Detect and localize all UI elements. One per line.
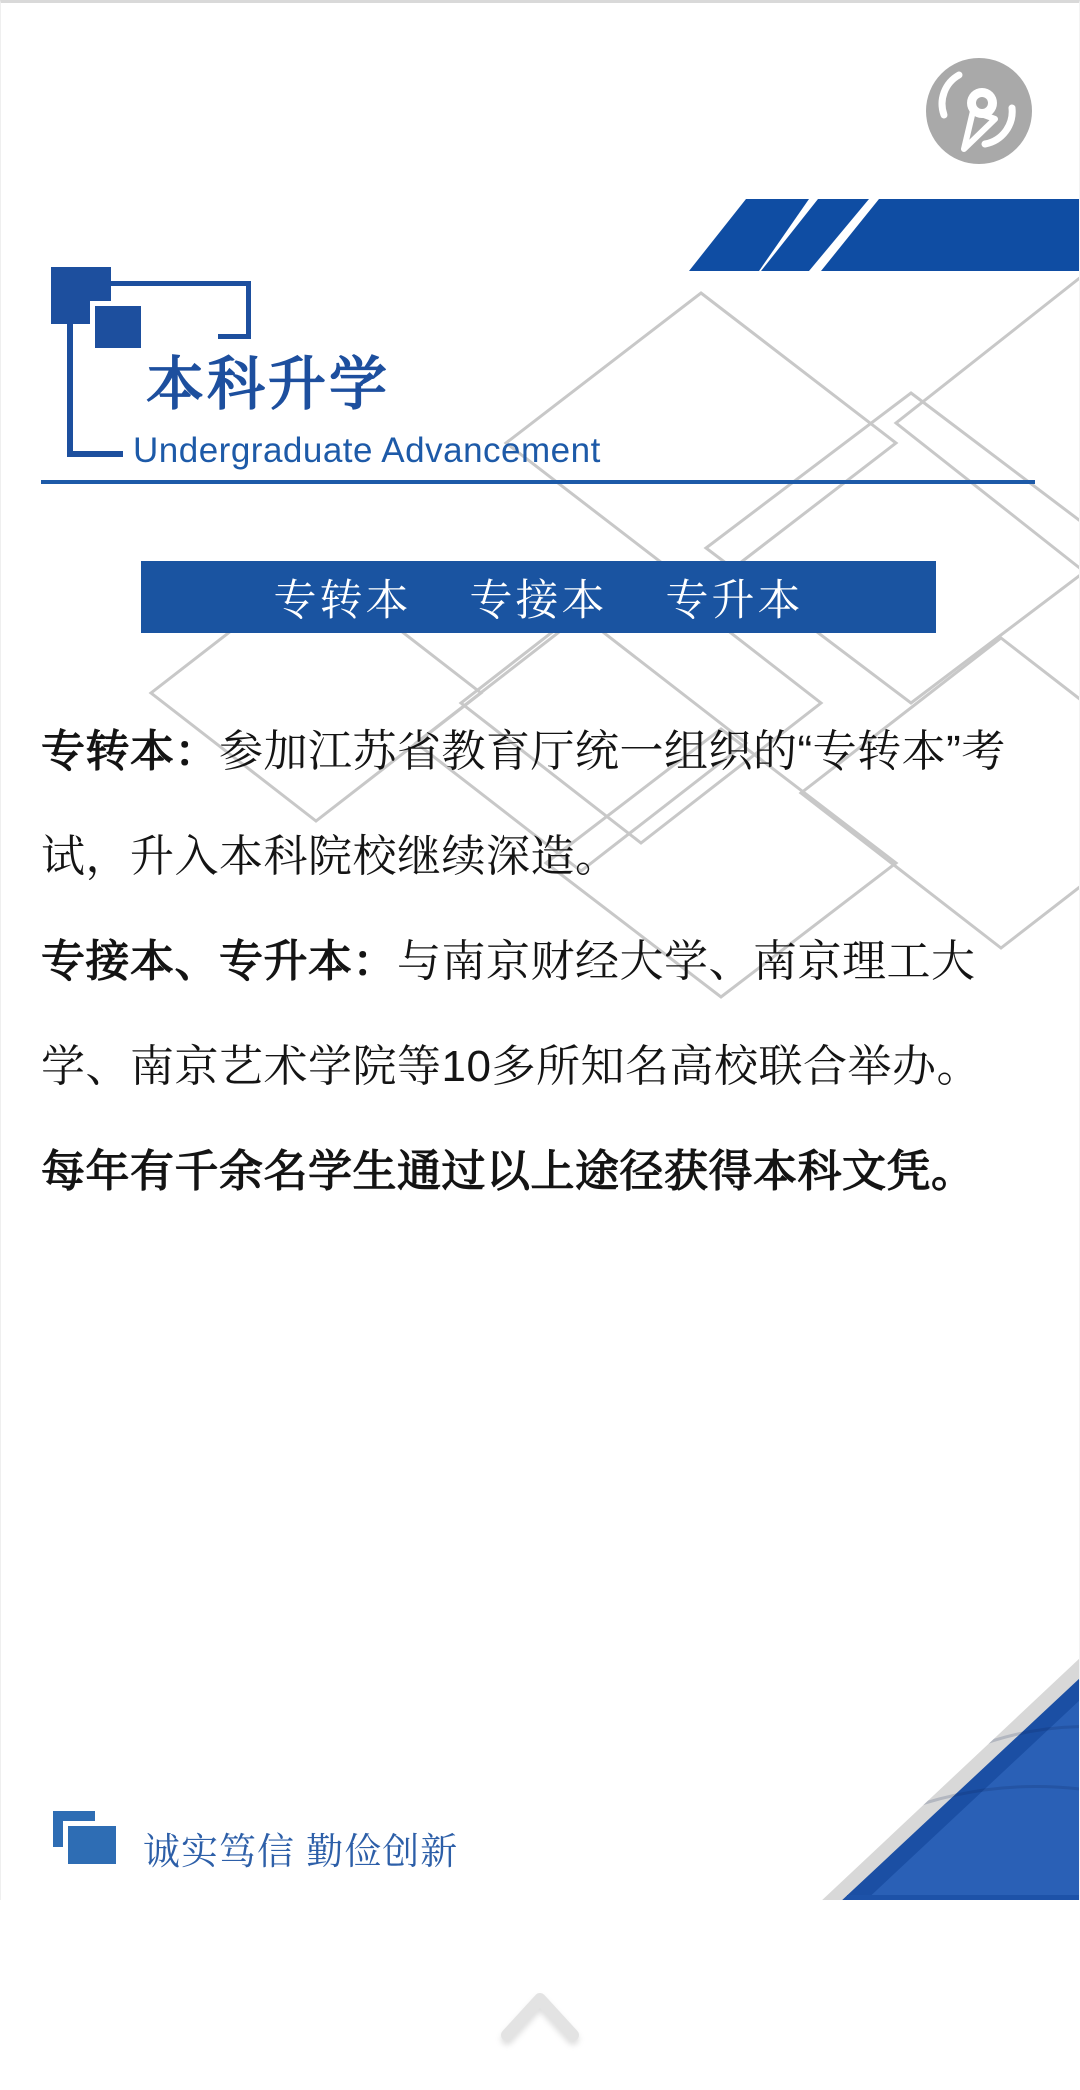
pathway-label: 专转本 [273, 576, 412, 625]
paragraph [41, 699, 1051, 909]
page-subtitle: Undergraduate Advancement [133, 431, 601, 470]
title-divider [41, 480, 1035, 484]
footer-square-icon [68, 1826, 116, 1864]
text-line: 每年有千余名学生通过以上途径获得本科文凭。 [41, 1147, 976, 1196]
page-title: 本科升学 [146, 352, 391, 417]
pathway-label: 专接本 [469, 576, 608, 625]
text-line: 试，升入本科院校继续深造。 [41, 832, 620, 881]
paragraph [41, 1119, 1051, 1224]
paragraph [41, 909, 1051, 1119]
corner-triangle-decoration [813, 1655, 1080, 1900]
text-line: 学、南京艺术学院等10多所知名高校联合举办。 [41, 1042, 981, 1091]
title-bracket-line [67, 321, 73, 457]
text-line: 专接本、专升本：与南京财经大学、南京理工大 [41, 937, 976, 986]
title-square-icon [95, 306, 141, 348]
text-line: 专转本：参加江苏省教育厅统一组织的“专转本”考 [41, 727, 1006, 776]
body-text [41, 699, 1051, 1224]
title-bracket-line [67, 451, 123, 457]
media-player-logo-icon [919, 51, 1039, 171]
school-motto: 诚实笃信 勤俭创新 [143, 1831, 459, 1872]
pathway-label: 专升本 [665, 576, 804, 625]
pathways-banner [141, 561, 936, 633]
chevron-up-icon[interactable] [495, 1985, 585, 2047]
